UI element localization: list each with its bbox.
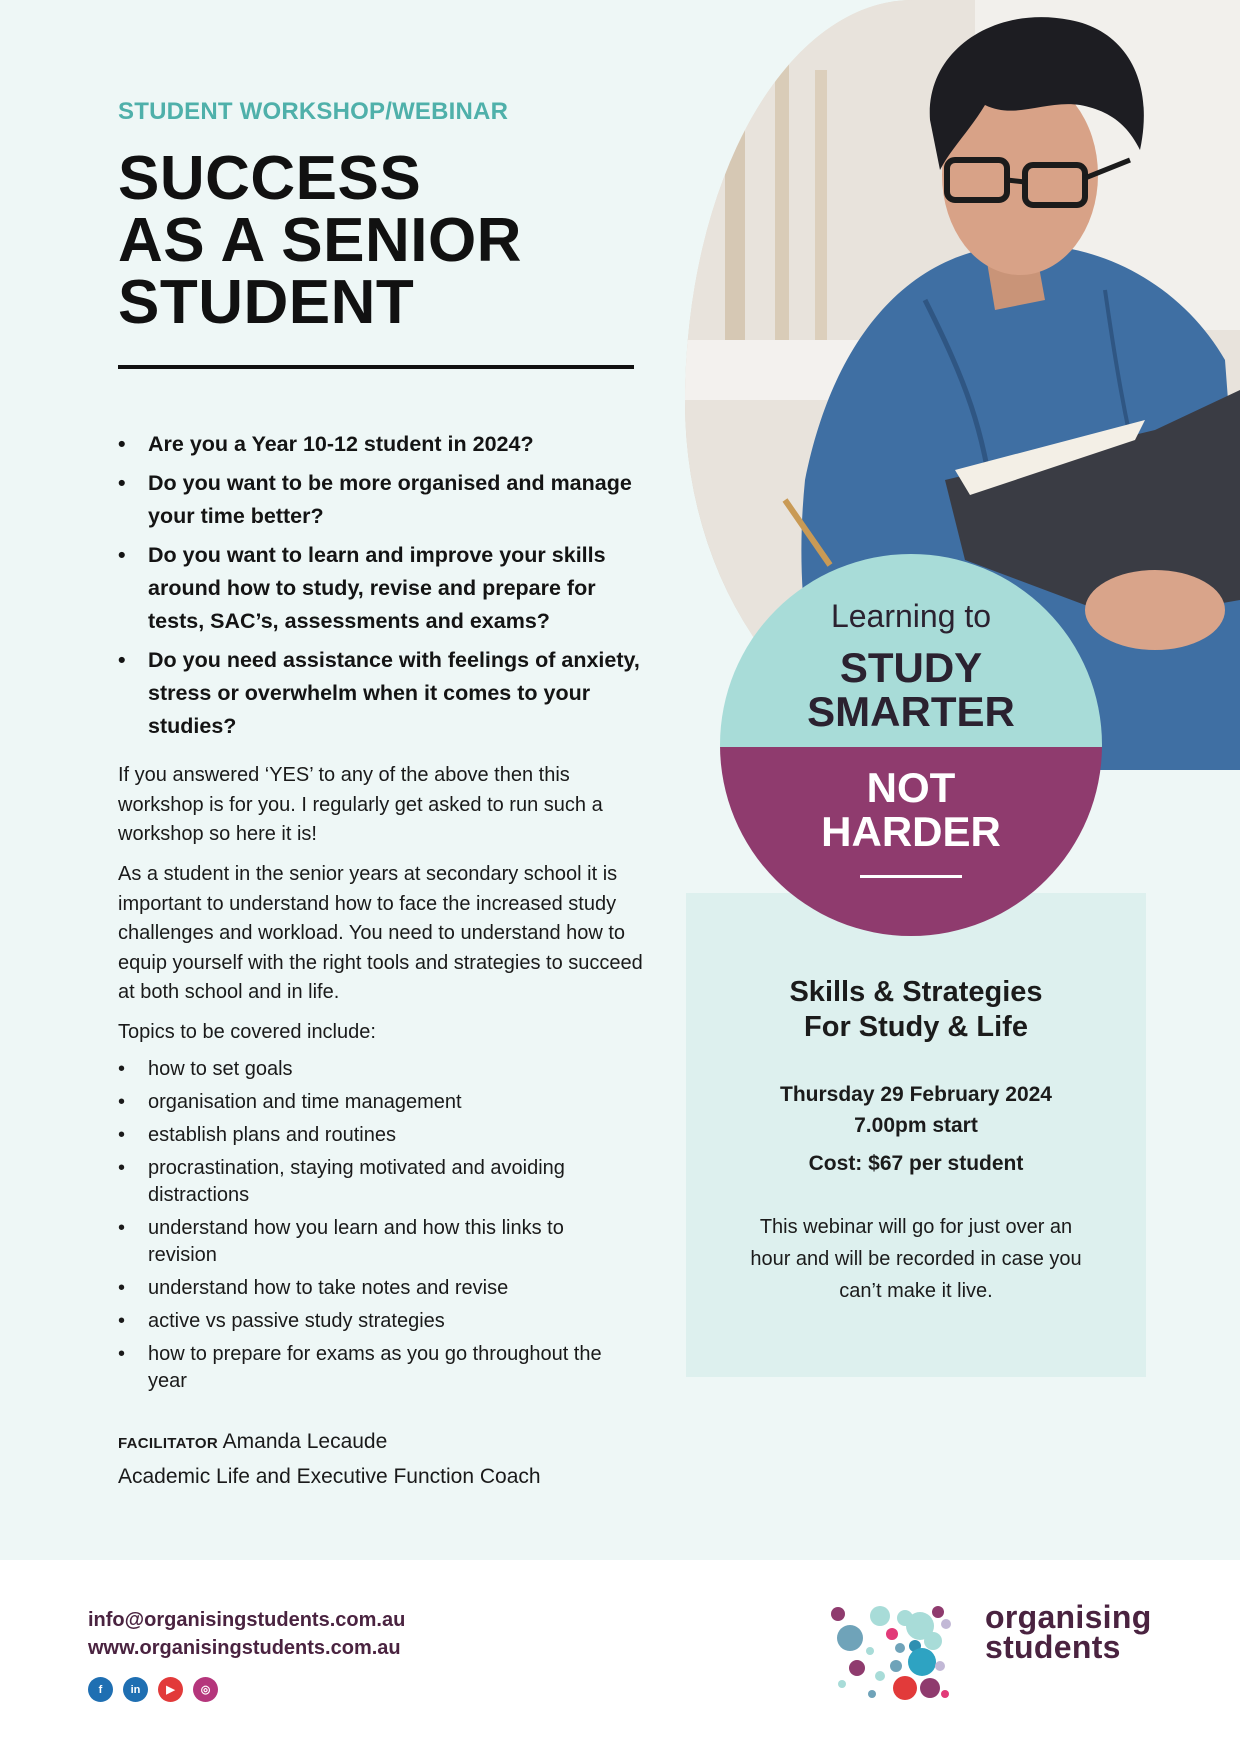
topic-item: • understand how to take notes and revise <box>118 1275 638 1302</box>
facilitator-block <box>118 1425 541 1493</box>
social-links <box>88 1677 218 1702</box>
badge-word: SMARTER <box>807 688 1015 735</box>
topic-item: • how to set goals <box>118 1056 638 1083</box>
badge-divider <box>860 875 962 878</box>
context-paragraph: As a student in the senior years at secondary school it is important to understand how to face the increased study challenges and workload. You need to understand how to equip yourself with the right tools and strategies to succeed at both school and in life. <box>118 863 643 1003</box>
topic-item: • how to prepare for exams as you go throughout the year <box>118 1341 638 1395</box>
topics-intro: Topics to be covered include: <box>118 1021 376 1043</box>
email-link[interactable]: info@organisingstudents.com.au <box>88 1609 406 1631</box>
question-item: • Do you want to be more organised and manage your time better? <box>118 467 648 533</box>
title-divider <box>118 365 634 369</box>
badge-word: NOT <box>866 764 956 811</box>
panel-heading-line: For Study & Life <box>804 1011 1028 1043</box>
intro-paragraph: If you answered ‘YES’ to any of the above then this workshop is for you. I regularly get asked to run such a workshop so here it is! <box>118 764 603 845</box>
facebook-icon[interactable]: f <box>88 1677 113 1702</box>
question-item: • Do you want to learn and improve your skills around how to study, revise and prepare for tests, SAC’s, assessments and exams? <box>118 539 648 638</box>
brand-logo-text <box>985 1599 1152 1665</box>
badge-line-learning: Learning to <box>830 598 992 634</box>
title-line: STUDENT <box>118 268 415 337</box>
event-note: This webinar will go for just over an hour and will be recorded in case you can’t make it live. <box>750 1216 1082 1302</box>
logo-line: organising <box>985 1599 1152 1635</box>
title-line: AS A SENIOR <box>118 206 522 275</box>
study-smarter-badge <box>720 554 1102 936</box>
facilitator-label: FACILITATOR <box>118 1435 218 1452</box>
topics-list <box>118 1056 638 1401</box>
topic-item: • organisation and time management <box>118 1089 638 1116</box>
facilitator-role: Academic Life and Executive Function Coach <box>118 1465 541 1488</box>
linkedin-icon[interactable]: in <box>123 1677 148 1702</box>
event-cost: Cost: $67 per student <box>808 1152 1024 1175</box>
title-line: SUCCESS <box>118 144 422 213</box>
topic-item: • procrastination, staying motivated and avoiding distractions <box>118 1155 638 1209</box>
event-datetime <box>686 1079 1146 1141</box>
question-item: • Do you need assistance with feelings of anxiety, stress or overwhelm when it comes to your studies? <box>118 644 648 743</box>
question-item: • Are you a Year 10-12 student in 2024? <box>118 428 648 461</box>
page-title <box>118 144 658 337</box>
question-list <box>118 428 648 749</box>
badge-not-harder <box>720 766 1102 854</box>
badge-study-smarter <box>720 646 1102 734</box>
instagram-icon[interactable]: ◎ <box>193 1677 218 1702</box>
logo-dots-icon <box>820 1596 980 1706</box>
topic-item: • understand how you learn and how this links to revision <box>118 1215 638 1269</box>
contact-block <box>88 1606 405 1662</box>
event-info-panel <box>686 893 1146 1377</box>
event-time: 7.00pm start <box>854 1114 978 1137</box>
panel-heading-line: Skills & Strategies <box>789 976 1043 1008</box>
badge-word: STUDY <box>839 644 983 691</box>
topic-item: • active vs passive study strategies <box>118 1308 638 1335</box>
topic-item: • establish plans and routines <box>118 1122 638 1149</box>
panel-heading <box>686 975 1146 1045</box>
facilitator-name: Amanda Lecaude <box>222 1430 388 1453</box>
logo-line: students <box>985 1629 1121 1665</box>
badge-word: HARDER <box>821 808 1001 855</box>
workshop-kicker: STUDENT WORKSHOP/WEBINAR <box>118 98 509 125</box>
event-date: Thursday 29 February 2024 <box>780 1083 1052 1106</box>
website-link[interactable]: www.organisingstudents.com.au <box>88 1637 401 1659</box>
youtube-icon[interactable]: ▶ <box>158 1677 183 1702</box>
